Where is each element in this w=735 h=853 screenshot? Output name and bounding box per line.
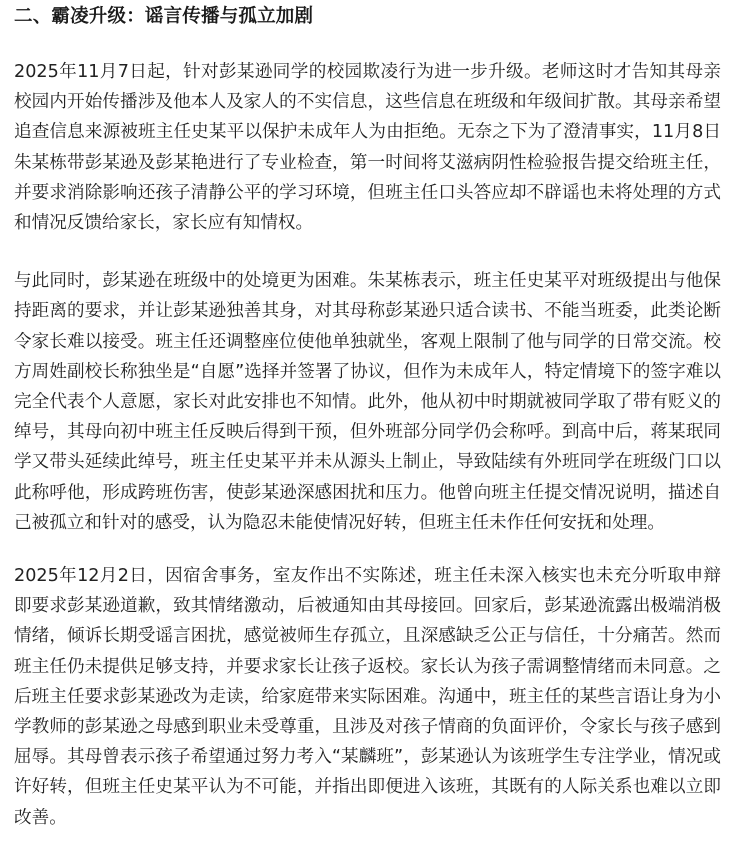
paragraph-rumor-escalation: 2025年11月7日起，针对彭某逊同学的校园欺凌行为进一步升级。老师这时才告知其母亲校园内开始传播涉及他本人及家人的不实信息，这些信息在班级和年级间扩散。其母亲希望追查信息来源被班主任史某平以保护未成年人为由拒绝。无奈之下为了澄清事实，11月8日朱某栋带彭某逊及彭某艳进行了专业检查，第一时间将艾滋病阴性检验报告提交给班主任，并要求消除影响还孩子清静公平的学习环境，但班主任口头答应却不辟谣也未将处理的方式和情况反馈给家长，家长应有知情权。 (14, 62, 721, 234)
section-title: 二、霸凌升级：谣言传播与孤立加剧 (14, 6, 314, 27)
paragraph-isolation: 与此同时，彭某逊在班级中的处境更为困难。朱某栋表示，班主任史某平对班级提出与他保持距离的要求，并让彭某逊独善其身，对其母称彭某逊只适合读书、不能当班委，此类论断令家长难以接受。班主任还调整座位使他单独就坐，客观上限制了他与同学的日常交流。校方周姓副校长称独坐是“自愿”选择并签署了协议，但作为未成年人，特定情境下的签字难以完全代表个人意愿，家长对此安排也不知情。此外，他从初中时期就被同学取了带有贬义的绰号，其母向初中班主任反映后得到干预，但外班部分同学仍会称呼。到高中后，蒋某珉同学又带头延续此绰号，班主任史某平并未从源头上制止，导致陆续有外班同学在班级门口以此称呼他，形成跨班伤害，使彭某逊深感困扰和压力。他曾向班主任提交情况说明，描述自己被孤立和针对的感受，认为隐忍未能使情况好转，但班主任未作任何安抚和处理。 (14, 271, 721, 533)
paragraph-dormitory-incident: 2025年12月2日，因宿舍事务，室友作出不实陈述，班主任未深入核实也未充分听取申辩即要求彭某逊道歉，致其情绪激动，后被通知由其母接回。回家后，彭某逊流露出极端消极情绪，倾诉长期受谣言困扰，感觉被师生存孤立，且深感缺乏公正与信任，十分痛苦。然而班主任仍未提供足够支持，并要求家长让孩子返校。家长认为孩子需调整情绪而未同意。之后班主任要求彭某逊改为走读，给家庭带来实际困难。沟通中，班主任的某些言语让身为小学教师的彭某逊之母感到职业未受尊重，且涉及对孩子情商的负面评价，令家长与孩子感到屈辱。其母曾表示孩子希望通过努力考入“某麟班”，彭某逊认为该班学生专注学业，情况或许好转，但班主任史某平认为不可能，并指出即便进入该班，其既有的人际关系也难以立即改善。 (14, 566, 721, 828)
